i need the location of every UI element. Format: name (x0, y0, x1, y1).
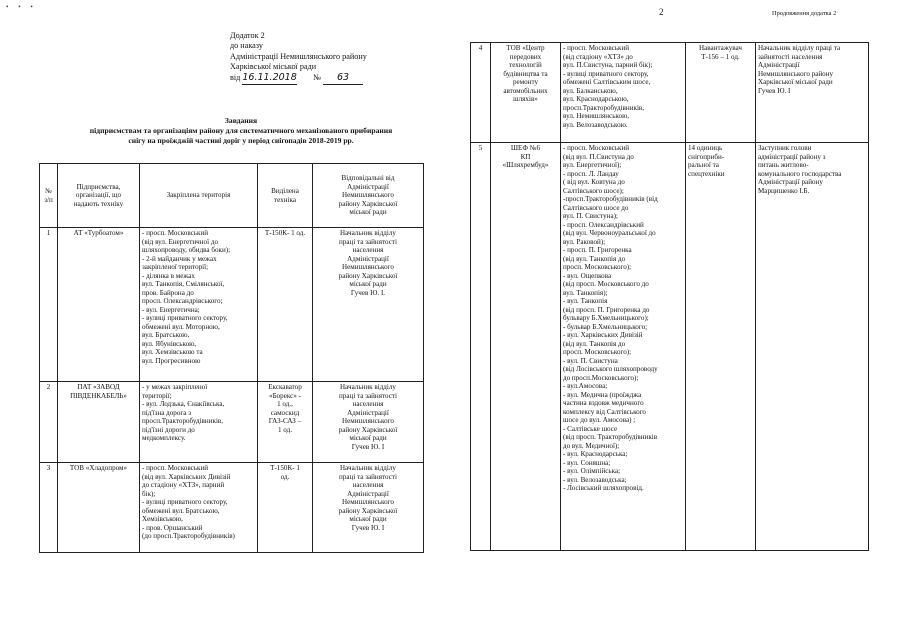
appendix-line-3: Адміністрації Немишлянського району (230, 51, 367, 61)
cell-line: вул. Немишлянською, (563, 112, 630, 120)
cell-line: Адміністрації (758, 61, 800, 69)
cell-line: - вул.Амосова; (563, 382, 608, 390)
cell-line: Т-156 – 1 од. (701, 52, 740, 61)
cell-line: населення (352, 400, 384, 408)
cell-line: медкомплексу. (142, 434, 186, 442)
cell-line: комунального господарства (758, 169, 842, 178)
number-value: 63 (323, 72, 363, 85)
cell-line: - пров. Оршанський (142, 523, 203, 532)
cell-line: з/п (44, 195, 53, 204)
cell-line: вул. Краснодарською, (563, 95, 629, 103)
cell-line: - вулиці приватного сектору, (563, 69, 649, 78)
cell-line: 1 од., (277, 400, 293, 408)
cell-line: Начальник відділу праці та (758, 44, 841, 52)
cell-line: просп. Олександрівського; (142, 297, 223, 305)
cell-line: під'їзна дорога з (142, 408, 192, 417)
cell-line: ГАЗ-САЗ – (268, 417, 302, 425)
cell-line: Салтівського шосе до (563, 203, 629, 212)
cell-line: просп. Московського); (563, 263, 632, 271)
cell-line: Підприємства, (76, 182, 121, 191)
header-territory: Закріплена територія (140, 164, 258, 228)
cell-line: шляхів» (513, 95, 538, 103)
cell-line: (від вул. Енергетичної до (142, 237, 218, 246)
number-prefix: № (313, 73, 321, 82)
cell-line: вул. Ябунівською, (142, 339, 197, 348)
cell-line: населення (352, 481, 384, 489)
cell-line: (від вул. Танкопія до (563, 254, 626, 263)
date-prefix: від (230, 73, 241, 82)
cell-line: - вул. Ощепкова (563, 271, 612, 280)
cell-line: вул. Хемзівською та (142, 348, 203, 356)
cell-line: надають техніку (73, 199, 124, 208)
row-org (58, 463, 140, 553)
row-territory (561, 143, 686, 551)
cell-line: (від вул. Харківських Дивізій (142, 472, 231, 481)
cell-line: пров. Байрона до (142, 288, 194, 297)
appendix-line-4: Харківської міської ради (230, 61, 317, 71)
cell-line: будівництва та (503, 69, 548, 78)
row-equipment (686, 43, 756, 143)
row-responsible (313, 382, 424, 463)
cell-line: Гучев Ю. І (351, 442, 385, 451)
cell-line: району Харківської (338, 199, 398, 208)
date-value: 16.11.2018 (242, 72, 297, 83)
row-responsible (756, 43, 869, 143)
cell-line: Харківської міської ради (758, 78, 833, 86)
cell-line: міської ради (349, 280, 387, 288)
cell-line: Гучев Ю. І (351, 523, 385, 532)
cell-line: території; (142, 391, 172, 400)
cell-line: обмежені вул. Братською, (142, 506, 220, 515)
row-org (58, 382, 140, 463)
header-num (40, 164, 58, 228)
cell-line: зайнятості населення (758, 52, 823, 61)
cell-line: КП (520, 152, 531, 161)
page-number: 2 (659, 7, 664, 17)
cell-line: обмежені вул. Моторною, (142, 322, 220, 331)
row-responsible (756, 143, 869, 551)
cell-line: передових (509, 52, 542, 61)
cell-line: Гучев Ю. І. (350, 288, 386, 297)
cell-line: - просп. П. Григоренка (563, 246, 632, 254)
cell-line: обмежені Салтівським шосе, (563, 78, 651, 86)
cell-line: питань житлово- (758, 161, 809, 169)
table-row (471, 43, 869, 143)
cell-line: адміністрації району з (758, 152, 826, 161)
continuation-label: Продовження додатка 2 (772, 10, 837, 17)
header-org (58, 164, 140, 228)
cell-line: - у межах закріпленої (142, 383, 208, 391)
row-org (58, 228, 140, 382)
cell-line: (до просп.Тракторобудівників) (142, 532, 235, 540)
cell-line: комплексу від Салтівського (563, 407, 646, 416)
cell-line: № (45, 187, 52, 195)
cell-line: Салтівського шосе); (563, 186, 624, 195)
cell-line: Начальник відділу (340, 229, 396, 237)
row-equipment (258, 463, 313, 553)
cell-line: ПІВДЕНКАБЕЛЬ» (70, 391, 127, 400)
cell-line: вул. Балканською, (563, 86, 618, 95)
cell-line: самоскид (270, 408, 300, 417)
cell-line: «Шляхрембуд» (502, 161, 549, 169)
cell-line: частина вздовж медичного (563, 399, 644, 407)
row-territory (140, 228, 258, 382)
title-line-1: Завдання (224, 116, 258, 125)
cell-line: Адміністрації (347, 408, 389, 417)
cell-line: вул. Танкопія, Смілянської, (142, 280, 225, 288)
cell-line: Адміністрації району (758, 178, 823, 186)
cell-line: техніка (274, 195, 296, 204)
cell-line: Навантажувач (699, 44, 742, 52)
cell-line: - 2-й майданчик у межах (142, 254, 217, 263)
table-row (40, 382, 424, 463)
cell-line: (від стадіону «ХТЗ» до (563, 52, 633, 61)
cell-line: ральної та (688, 161, 719, 169)
cell-line: праці та зайнятості (339, 237, 397, 246)
cell-line: Т-150К- 1 од. (264, 229, 306, 237)
cell-line: - просп. Л. Ландау (563, 169, 619, 178)
cell-line: (від вул. П.Свистуна до (563, 152, 634, 161)
cell-line: вул. Братською, (142, 331, 190, 339)
cell-line: - Лосівський шляхопровід. (563, 484, 644, 492)
cell-line: Немишлянського (342, 417, 394, 425)
cell-line: ШЕФ №6 (510, 144, 541, 152)
cell-line: 1 од. (277, 425, 293, 434)
row-equipment (258, 382, 313, 463)
cell-line: снігоприби- (688, 152, 725, 161)
appendix-line-2: до наказу (230, 41, 263, 51)
cell-line: вул. Прогресивною (142, 356, 201, 365)
cell-line: населення (352, 246, 384, 254)
header-equipment (258, 164, 313, 228)
table-row (40, 228, 424, 382)
cell-line: - вул. Краснодарська; (563, 450, 628, 458)
title-line-2: підприємствам та організаціям району для систематичного механізованого прибирання (89, 125, 393, 135)
cell-line: до вул. Медичної); (563, 441, 620, 450)
cell-line: - просп. Московський (142, 229, 209, 237)
cell-line: - вулиці приватного сектору, (142, 498, 228, 506)
cell-line: Відповідальні від (341, 174, 395, 183)
cell-line: (від Лосівського шляхопроводу (563, 365, 658, 373)
row-territory (140, 463, 258, 553)
cell-line: шляхопроводу, обидва боки); (142, 246, 231, 254)
cell-line: шосе до вул. Амосова) ; (563, 416, 636, 424)
cell-line: вул. П. Свистуна); (563, 212, 618, 220)
cell-line: (від просп. П. Григоренка до (563, 305, 650, 314)
cell-line: - вул. Медична (проїжджа (563, 390, 642, 399)
cell-line: - вул. Лодзька, Єнакіївська, (142, 400, 225, 408)
cell-line: (від просп. Тракторобудівників (563, 433, 658, 441)
cell-line: просп. Московського); (563, 348, 632, 356)
cell-line: до стадіону «ХТЗ», парний (142, 481, 225, 489)
cell-line: ( від вул. Ковтуна до (563, 178, 625, 186)
cell-line: ТОВ «Центр (506, 44, 545, 52)
assignment-table-page-2 (470, 42, 869, 551)
row-responsible (313, 228, 424, 382)
corner-marks: • • • (6, 3, 37, 11)
document-title (40, 116, 442, 146)
appendix-date-line (230, 72, 420, 85)
cell-line: технологій (509, 61, 542, 69)
cell-line: 14 одиниць (688, 144, 723, 152)
cell-line: - вул. Олімпійська; (563, 467, 621, 475)
cell-line: праці та зайнятості (339, 472, 397, 481)
cell-line: Немишлянського району (758, 69, 834, 78)
cell-line: - вул. П. Свистуна (563, 356, 618, 365)
cell-line: спецтехніки (688, 169, 725, 178)
row-equipment (258, 228, 313, 382)
cell-line: - вул. Харківських Дивізій (563, 331, 643, 339)
cell-line: - вул. Танкопія (563, 297, 608, 305)
cell-line: Заступник голови (758, 144, 812, 152)
cell-line: Немишлянського (342, 191, 394, 200)
cell-line: -просп.Тракторобудівників (від (563, 195, 658, 203)
cell-line: просп.Тракторобудівників, (142, 417, 224, 425)
cell-line: - просп. Московський (563, 44, 630, 52)
cell-line: Адміністрації (347, 254, 389, 263)
cell-line: просп.Тракторобудівників, (563, 103, 645, 112)
cell-line: Начальник відділу (340, 383, 396, 391)
row-num: 5 (471, 143, 491, 551)
cell-line: вул. Танкопія); (563, 288, 608, 297)
cell-line: - просп. Московський (142, 464, 209, 472)
cell-line: Начальник відділу (340, 464, 396, 472)
appendix-header (230, 31, 420, 85)
cell-line: вул. Енергетичної); (563, 161, 622, 169)
row-num: 4 (471, 43, 491, 143)
cell-line: - вулиці приватного сектору, (142, 314, 228, 322)
cell-line: бульвару Б.Хмельницького); (563, 314, 649, 322)
cell-line: Немишлянського (342, 498, 394, 506)
cell-line: ТОВ «Хладопром» (69, 464, 128, 472)
row-territory (561, 43, 686, 143)
cell-line: району Харківської (338, 271, 398, 280)
cell-line: (від вул. Червоноуральської до (563, 229, 656, 237)
cell-line: до просп.Московського); (563, 373, 639, 382)
cell-line: - бульвар Б.Хмельницького; (563, 322, 648, 331)
cell-line: вул. Велозаводською. (563, 120, 628, 129)
cell-line: під'їзні дороги до (142, 425, 195, 434)
appendix-line-1: Додаток 2 (230, 31, 265, 40)
cell-line: «Борекс» - (269, 391, 301, 400)
row-territory (140, 382, 258, 463)
row-num: 3 (40, 463, 58, 553)
cell-line: - просп. Московський (563, 144, 630, 152)
cell-line: Виділена (271, 187, 299, 195)
cell-line: Немишлянського (342, 263, 394, 271)
cell-line: од. (280, 472, 290, 481)
row-num: 1 (40, 228, 58, 382)
cell-line: - ділянка в межах (142, 271, 195, 280)
table-header-row (40, 164, 424, 228)
cell-line: міської ради (349, 208, 387, 217)
cell-line: бік); (142, 489, 156, 498)
cell-line: Адміністрації (347, 182, 389, 191)
row-num: 2 (40, 382, 58, 463)
row-equipment (686, 143, 756, 551)
cell-line: - просп. Олександрівський (563, 220, 644, 229)
cell-line: організації, що (75, 191, 122, 200)
cell-line: Адміністрації (347, 489, 389, 498)
assignment-table-page-1 (39, 163, 424, 553)
cell-line: Гучев Ю. І (758, 86, 791, 95)
cell-line: ремонту (512, 78, 539, 86)
table-row (40, 463, 424, 553)
row-responsible (313, 463, 424, 553)
cell-line: - вул. Велозаводська; (563, 475, 627, 484)
cell-line: ПАТ «ЗАВОД (77, 383, 120, 391)
header-responsible (313, 164, 424, 228)
cell-line: - вул. Соняшна; (563, 458, 611, 467)
cell-line: закріпленої території; (142, 263, 209, 271)
cell-line: праці та зайнятості (339, 391, 397, 400)
cell-line: Т-150К- 1 (270, 464, 300, 472)
title-line-3: снігу на проїжджій частині доріг у період снігопадів 2018-2019 рр. (128, 135, 354, 145)
cell-line: району Харківської (338, 506, 398, 515)
cell-line: вул. Раковой); (563, 237, 606, 246)
cell-line: - Салтівське шосе (563, 424, 618, 433)
cell-line: Екскаватор (268, 383, 302, 391)
cell-line: (від просп. Московського до (563, 280, 649, 288)
row-org (491, 43, 561, 143)
row-org (491, 143, 561, 551)
cell-line: міської ради (349, 515, 387, 523)
cell-line: міської ради (349, 434, 387, 442)
cell-line: (від вул. Танкопія до (563, 339, 626, 348)
cell-line: Марцишенко І.Б. (758, 186, 810, 195)
cell-line: автомобільних (503, 86, 548, 95)
cell-line: - вул. Енергетична; (142, 305, 200, 314)
cell-line: вул. П.Свистуна, парний бік); (563, 61, 653, 69)
cell-line: району Харківської (338, 425, 398, 434)
table-row (471, 143, 869, 551)
cell-line: АТ «Турбоатом» (73, 229, 124, 237)
cell-line: Хемзівською, (142, 515, 183, 523)
